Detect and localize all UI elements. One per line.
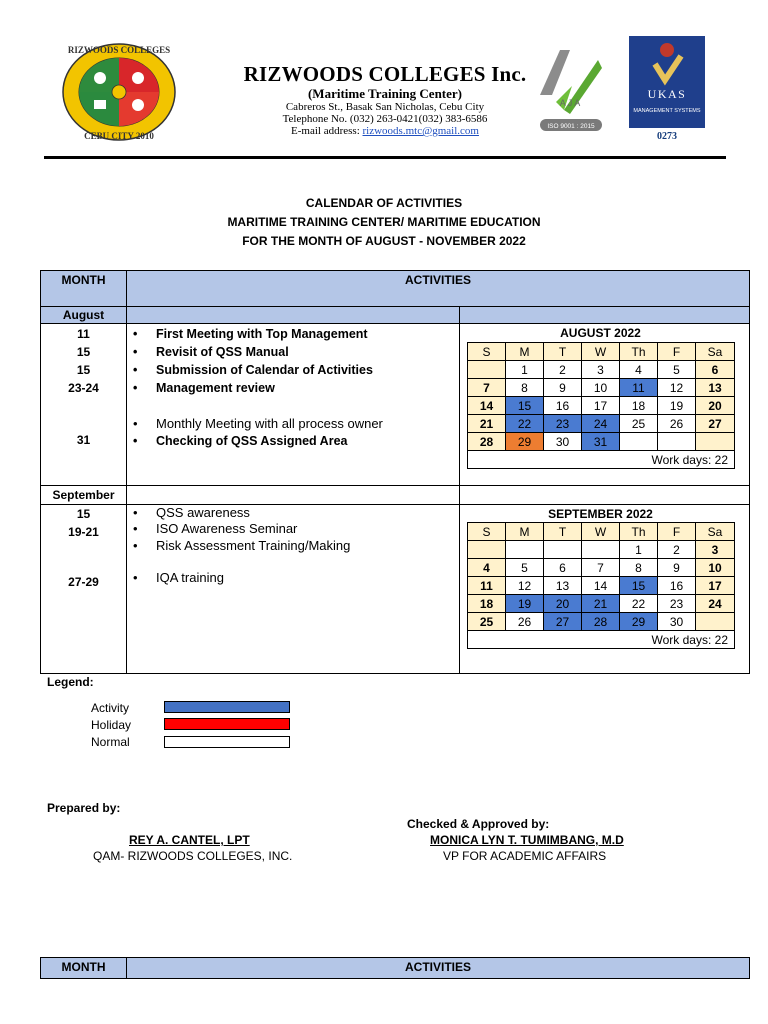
august-day-cell: 26 — [658, 415, 696, 433]
september-weekday-header: T — [544, 523, 582, 541]
september-day-cell: 25 — [468, 613, 506, 631]
september-day-cell: 27 — [544, 613, 582, 631]
september-weekday-header: S — [468, 523, 506, 541]
september-day-cell: 29 — [620, 613, 658, 631]
august-day-cell: 29 — [506, 433, 544, 451]
september-day-cell: 22 — [620, 595, 658, 613]
august-day-cell: 4 — [620, 361, 658, 379]
org-name: RIZWOODS COLLEGES Inc. — [243, 62, 527, 86]
august-weekday-header: M — [506, 343, 544, 361]
august-weekday-header: Sa — [696, 343, 735, 361]
august-day-cell: 19 — [658, 397, 696, 415]
august-weekday-header: Th — [620, 343, 658, 361]
september-day-cell: 19 — [506, 595, 544, 613]
september-weekday-header: W — [582, 523, 620, 541]
september-day-cell: 15 — [620, 577, 658, 595]
september-day-cell — [696, 613, 735, 631]
checked-by-role: VP FOR ACADEMIC AFFAIRS — [443, 849, 607, 863]
august-day-cell: 12 — [658, 379, 696, 397]
september-day-cell: 30 — [658, 613, 696, 631]
legend-label-normal: Normal — [91, 735, 130, 749]
september-activity: • Risk Assessment Training/Making — [133, 538, 351, 553]
september-day-cell: 10 — [696, 559, 735, 577]
doc-title-1: CALENDAR OF ACTIVITIES — [305, 196, 463, 210]
august-calendar-title: AUGUST 2022 — [560, 326, 641, 340]
august-day-cell: 9 — [544, 379, 582, 397]
september-day-cell: 13 — [544, 577, 582, 595]
august-date: 15 — [76, 345, 91, 359]
september-activity: • QSS awareness — [133, 505, 250, 520]
august-weekday-header: T — [544, 343, 582, 361]
august-day-cell: 25 — [620, 415, 658, 433]
prepared-by-label: Prepared by: — [47, 801, 121, 815]
august-day-cell: 11 — [620, 379, 658, 397]
august-day-cell: 10 — [582, 379, 620, 397]
august-activity: • Management review — [133, 381, 275, 395]
august-weekday-header: W — [582, 343, 620, 361]
iso-text: ISO 9001 : 2015 — [547, 123, 595, 130]
august-day-cell — [696, 433, 735, 451]
september-month-label: September — [52, 488, 115, 502]
august-day-cell: 22 — [506, 415, 544, 433]
september-day-cell: 11 — [468, 577, 506, 595]
august-work-days: Work days: 22 — [468, 451, 735, 469]
august-date: 31 — [76, 433, 91, 447]
august-day-cell: 31 — [582, 433, 620, 451]
august-day-cell: 16 — [544, 397, 582, 415]
september-day-cell: 12 — [506, 577, 544, 595]
activities-column-header: ACTIVITIES — [404, 273, 471, 287]
september-day-cell: 23 — [658, 595, 696, 613]
table-rule — [126, 270, 127, 674]
august-day-cell — [658, 433, 696, 451]
legend-label-activity: Activity — [91, 701, 130, 715]
august-day-cell: 3 — [582, 361, 620, 379]
august-date: 23-24 — [68, 381, 99, 395]
table-rule — [459, 306, 460, 674]
september-day-cell: 21 — [582, 595, 620, 613]
september-weekday-header: Th — [620, 523, 658, 541]
august-month-label: August — [62, 308, 105, 322]
email-label: E-mail address: — [291, 125, 360, 137]
org-email-line — [230, 125, 540, 137]
september-day-cell: 6 — [544, 559, 582, 577]
august-date: 15 — [76, 363, 91, 377]
seal-bottom-text: CEBU CITY 2010 — [84, 131, 154, 141]
august-day-cell — [620, 433, 658, 451]
august-day-cell: 27 — [696, 415, 735, 433]
august-day-cell: 24 — [582, 415, 620, 433]
september-day-cell: 24 — [696, 595, 735, 613]
august-weekday-header: S — [468, 343, 506, 361]
september-weekday-header: M — [506, 523, 544, 541]
august-activity: • Monthly Meeting with all process owner — [133, 416, 383, 431]
september-work-days: Work days: 22 — [468, 631, 735, 649]
september-calendar — [467, 522, 735, 649]
august-activity: • Revisit of QSS Manual — [133, 345, 289, 359]
aja-certification-logo — [530, 40, 616, 135]
college-seal-logo — [60, 42, 178, 142]
doc-title-3: FOR THE MONTH OF AUGUST - NOVEMBER 2022 — [242, 234, 526, 248]
legend-title: Legend: — [47, 675, 94, 689]
august-day-cell: 23 — [544, 415, 582, 433]
next-month-column-header: MONTH — [61, 960, 106, 974]
september-day-cell: 18 — [468, 595, 506, 613]
email-link[interactable]: rizwoods.mtc@gmail.com — [362, 125, 479, 137]
september-day-cell: 14 — [582, 577, 620, 595]
table-rule — [40, 323, 750, 324]
prepared-by-role: QAM- RIZWOODS COLLEGES, INC. — [93, 849, 293, 863]
doc-title-2: MARITIME TRAINING CENTER/ MARITIME EDUCATION — [227, 215, 541, 229]
september-date: 27-29 — [68, 575, 99, 589]
org-subtitle: (Maritime Training Center) — [307, 86, 463, 101]
september-day-cell: 8 — [620, 559, 658, 577]
prepared-by-name: REY A. CANTEL, LPT — [129, 833, 250, 847]
legend-swatch-holiday — [164, 718, 290, 730]
september-day-cell — [582, 541, 620, 559]
august-day-cell: 13 — [696, 379, 735, 397]
aja-text: A J A — [559, 98, 581, 108]
org-contact — [230, 101, 540, 137]
table-rule — [40, 485, 750, 486]
ukas-number: 0273 — [657, 131, 677, 142]
header-rule — [44, 156, 726, 159]
september-day-cell: 7 — [582, 559, 620, 577]
august-day-cell: 28 — [468, 433, 506, 451]
ukas-subtext: MANAGEMENT SYSTEMS — [633, 108, 701, 114]
august-day-cell: 7 — [468, 379, 506, 397]
september-weekday-header: Sa — [696, 523, 735, 541]
september-day-cell: 17 — [696, 577, 735, 595]
august-day-cell: 17 — [582, 397, 620, 415]
next-activities-column-header: ACTIVITIES — [404, 960, 471, 974]
september-day-cell — [544, 541, 582, 559]
legend-swatch-activity — [164, 701, 290, 713]
august-day-cell: 2 — [544, 361, 582, 379]
september-day-cell: 1 — [620, 541, 658, 559]
september-day-cell: 9 — [658, 559, 696, 577]
legend-swatch-normal — [164, 736, 290, 748]
september-day-cell: 28 — [582, 613, 620, 631]
september-day-cell: 2 — [658, 541, 696, 559]
september-date: 19-21 — [68, 525, 99, 539]
org-phone: Telephone No. (032) 263-0421(032) 383-6586 — [282, 113, 488, 125]
august-day-cell: 15 — [506, 397, 544, 415]
september-calendar-title: SEPTEMBER 2022 — [548, 507, 653, 521]
august-day-cell: 1 — [506, 361, 544, 379]
august-calendar — [467, 342, 735, 469]
september-date: 15 — [76, 507, 91, 521]
august-day-cell: 14 — [468, 397, 506, 415]
ukas-certification-logo — [629, 36, 705, 128]
august-day-cell: 18 — [620, 397, 658, 415]
september-day-cell: 16 — [658, 577, 696, 595]
august-activity: • Submission of Calendar of Activities — [133, 363, 373, 377]
september-day-cell: 20 — [544, 595, 582, 613]
september-day-cell — [506, 541, 544, 559]
september-weekday-header: F — [658, 523, 696, 541]
august-weekday-header: F — [658, 343, 696, 361]
legend-label-holiday: Holiday — [91, 718, 132, 732]
august-day-cell: 21 — [468, 415, 506, 433]
august-activity: • First Meeting with Top Management — [133, 327, 368, 341]
seal-top-text: RIZWOODS COLLEGES — [67, 45, 171, 55]
org-address: Cabreros St., Basak San Nicholas, Cebu City — [285, 101, 485, 113]
september-day-cell: 5 — [506, 559, 544, 577]
september-day-cell — [468, 541, 506, 559]
month-column-header: MONTH — [61, 273, 106, 287]
september-activity: • ISO Awareness Seminar — [133, 521, 298, 536]
ukas-text: UKAS — [647, 87, 687, 101]
august-day-cell: 8 — [506, 379, 544, 397]
august-day-cell: 5 — [658, 361, 696, 379]
august-day-cell: 6 — [696, 361, 735, 379]
table-rule — [40, 306, 750, 307]
checked-by-label: Checked & Approved by: — [407, 817, 550, 831]
august-activity: • Checking of QSS Assigned Area — [133, 434, 348, 448]
september-day-cell: 4 — [468, 559, 506, 577]
august-day-cell: 30 — [544, 433, 582, 451]
september-day-cell: 26 — [506, 613, 544, 631]
september-activity: • IQA training — [133, 570, 224, 585]
checked-by-name: MONICA LYN T. TUMIMBANG, M.D — [430, 833, 624, 847]
september-day-cell: 3 — [696, 541, 735, 559]
august-day-cell — [468, 361, 506, 379]
august-date: 11 — [77, 327, 90, 341]
august-day-cell: 20 — [696, 397, 735, 415]
